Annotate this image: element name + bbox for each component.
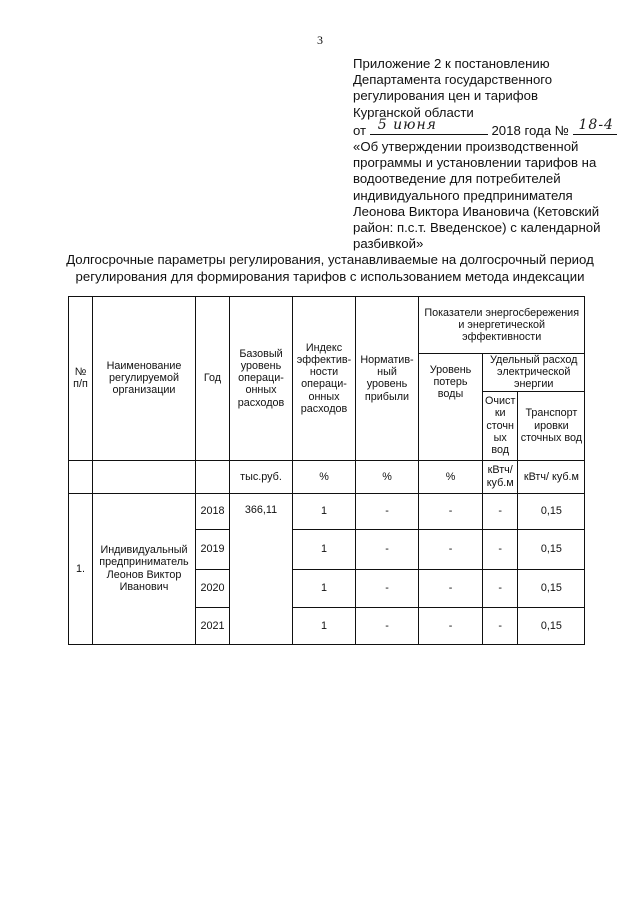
header-specific-consumption: Удельный расход электрической энергии bbox=[483, 354, 585, 392]
header-efficiency-index: Индекс эффектив-ности операци-онных расходов bbox=[293, 297, 356, 461]
annex-title-line: водоотведение для потребителей bbox=[353, 171, 561, 187]
row-transport: 0,15 bbox=[518, 569, 585, 607]
regulation-parameters-table bbox=[68, 296, 585, 645]
unit-transport: кВтч/ куб.м bbox=[518, 460, 585, 493]
document-title bbox=[40, 251, 620, 285]
annex-line: Приложение 2 к постановлению bbox=[353, 56, 550, 71]
header-energy-indicators: Показатели энергосбережения и энергетической эффективности bbox=[419, 297, 585, 354]
row-profit: - bbox=[356, 607, 419, 644]
row-profit: - bbox=[356, 569, 419, 607]
row-cleaning: - bbox=[483, 607, 518, 644]
annex-title-line: Леонова Виктора Ивановича (Кетовский bbox=[353, 203, 600, 219]
header-water-loss: Уровень потерь воды bbox=[419, 354, 483, 461]
header-profit-level: Норматив-ный уровень прибыли bbox=[356, 297, 419, 461]
annex-title-line: программы и установлении тарифов на bbox=[353, 155, 597, 171]
row-cleaning: - bbox=[483, 569, 518, 607]
handwritten-date: 5 июня bbox=[377, 116, 437, 133]
date-fill-line bbox=[370, 116, 488, 135]
row-year: 2020 bbox=[196, 569, 230, 607]
unit-base: тыс.руб. bbox=[230, 460, 293, 493]
unit-profit: % bbox=[356, 460, 419, 493]
header-transport: Транспорт ировки сточных вод bbox=[518, 391, 585, 460]
year-text: 2018 года № bbox=[491, 122, 569, 138]
table-row bbox=[69, 493, 585, 529]
row-transport: 0,15 bbox=[518, 529, 585, 569]
annex-title-line: индивидуального предпринимателя bbox=[353, 187, 573, 203]
row-loss: - bbox=[419, 607, 483, 644]
row-year: 2018 bbox=[196, 493, 230, 529]
document-title-line: регулирования для формирования тарифов с использованием метода индексации bbox=[75, 269, 585, 284]
annex-line: регулирования цен и тарифов bbox=[353, 88, 538, 104]
date-prefix: от bbox=[353, 122, 367, 138]
row-transport: 0,15 bbox=[518, 493, 585, 529]
header-num: № п/п bbox=[69, 297, 93, 461]
empty-cell bbox=[93, 460, 196, 493]
unit-index: % bbox=[293, 460, 356, 493]
row-cleaning: - bbox=[483, 493, 518, 529]
row-index: 1 bbox=[293, 607, 356, 644]
annex-line: Департамента государственного bbox=[353, 72, 553, 88]
annex-title-line: «Об утверждении производственной bbox=[353, 139, 579, 155]
annex-title-line: район: п.с.т. Введенское) с календарной bbox=[353, 220, 601, 236]
base-value: 366,11 bbox=[230, 493, 293, 644]
row-loss: - bbox=[419, 493, 483, 529]
empty-cell bbox=[196, 460, 230, 493]
row-loss: - bbox=[419, 569, 483, 607]
unit-cleaning: кВтч/ куб.м bbox=[483, 460, 518, 493]
row-loss: - bbox=[419, 529, 483, 569]
header-year: Год bbox=[196, 297, 230, 461]
row-transport: 0,15 bbox=[518, 607, 585, 644]
row-profit: - bbox=[356, 493, 419, 529]
number-fill-line bbox=[573, 116, 617, 135]
page-number: 3 bbox=[317, 33, 323, 47]
row-year: 2019 bbox=[196, 529, 230, 569]
annex-header bbox=[353, 56, 615, 252]
header-cleaning: Очист ки сточн ых вод bbox=[483, 391, 518, 460]
annex-line: Курганской области bbox=[353, 104, 474, 120]
row-profit: - bbox=[356, 529, 419, 569]
handwritten-number: 18-4 bbox=[578, 116, 614, 133]
row-index: 1 bbox=[293, 569, 356, 607]
empty-cell bbox=[69, 460, 93, 493]
row-year: 2021 bbox=[196, 607, 230, 644]
row-index: 1 bbox=[293, 493, 356, 529]
row-cleaning: - bbox=[483, 529, 518, 569]
row-number: 1. bbox=[69, 493, 93, 644]
row-index: 1 bbox=[293, 529, 356, 569]
annex-date-line bbox=[353, 116, 615, 139]
organization-name: Индивидуальный предприниматель Леонов Виктор Иванович bbox=[93, 493, 196, 644]
unit-loss: % bbox=[419, 460, 483, 493]
header-organization: Наименование регулируемой организации bbox=[93, 297, 196, 461]
document-title-line: Долгосрочные параметры регулирования, устанавливаемые на долгосрочный период bbox=[66, 252, 594, 267]
annex-title-line: разбивкой» bbox=[353, 236, 424, 252]
header-base-level: Базовый уровень операци-онных расходов bbox=[230, 297, 293, 461]
